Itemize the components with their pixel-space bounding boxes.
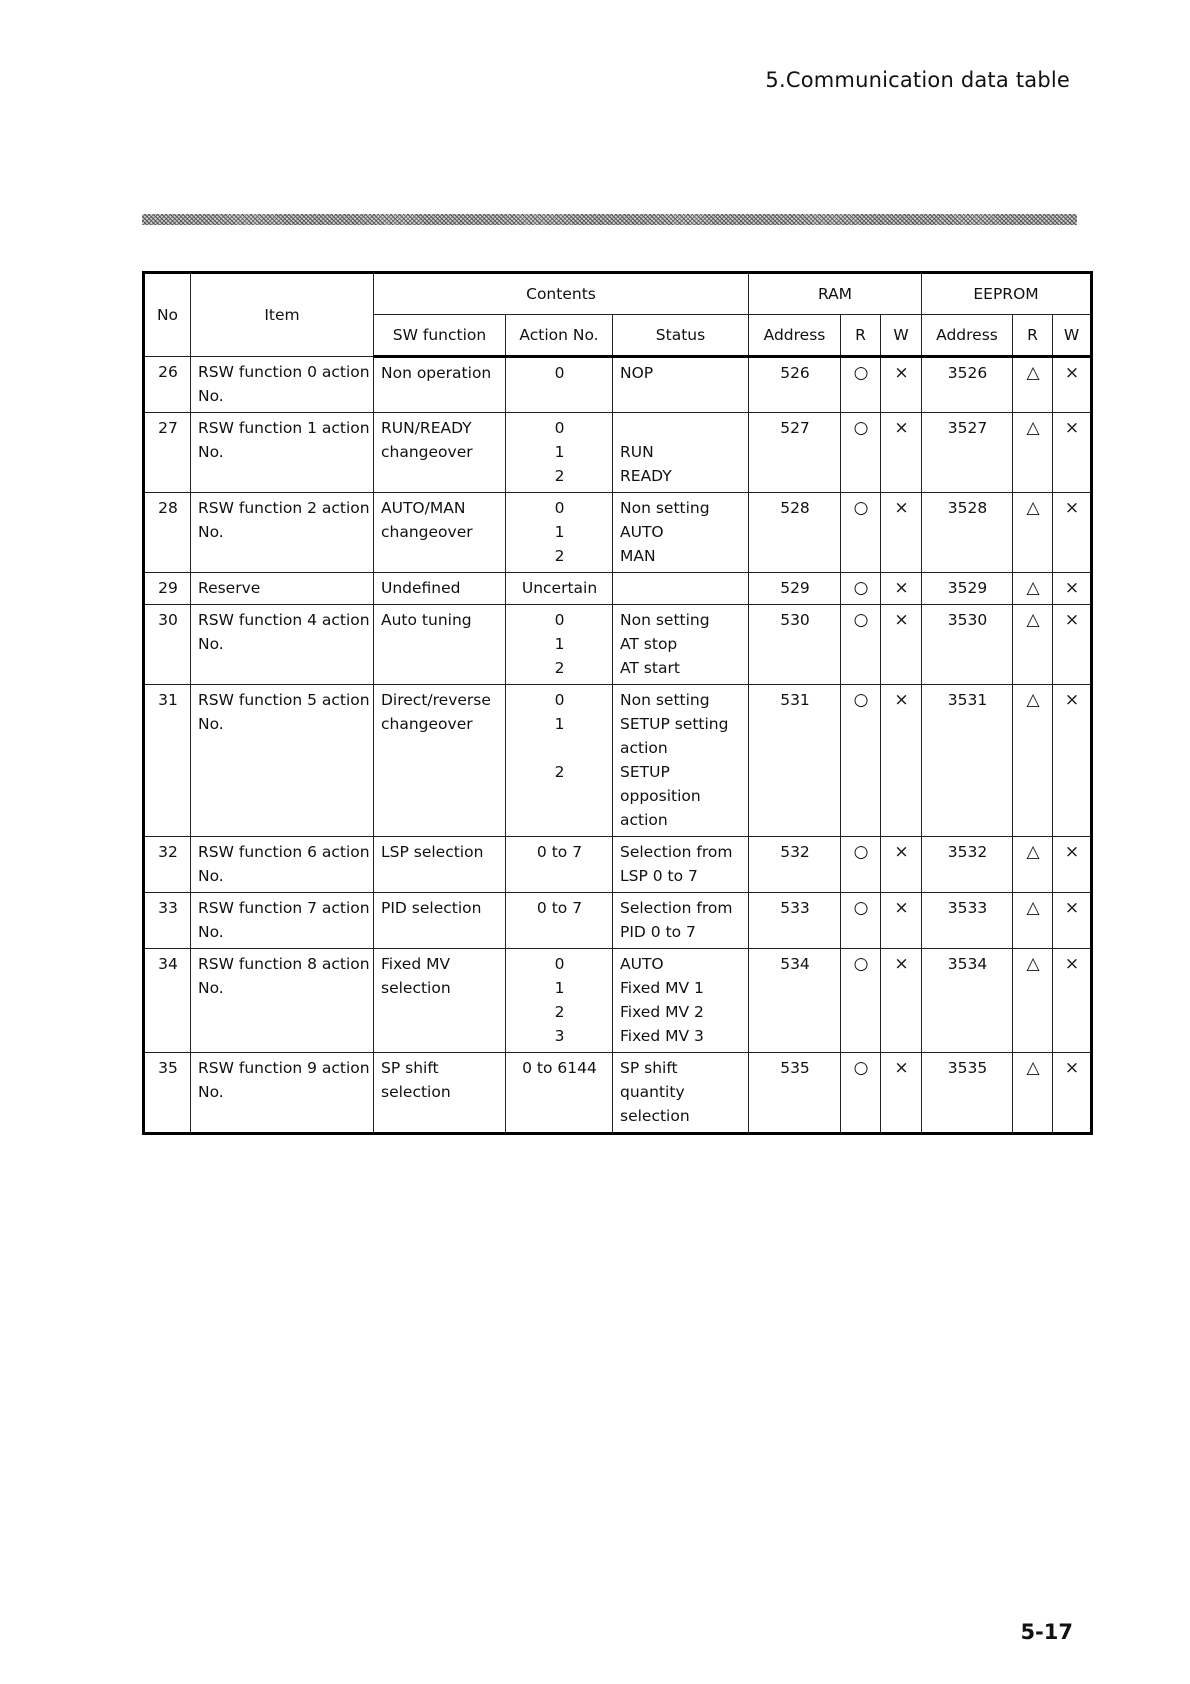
cell-no — [144, 949, 191, 1053]
cell-action-no-line: 0 to 6144 — [522, 1059, 597, 1077]
cell-status-line: NOP — [620, 364, 654, 382]
cell-ram-r — [841, 893, 881, 949]
cell-no-value: 26 — [158, 363, 178, 381]
cell-eeprom-w — [1053, 605, 1092, 685]
cell-item-line: RSW function 5 action — [198, 691, 370, 709]
cell-sw-function — [374, 413, 506, 493]
cell-item-line: RSW function 0 action — [198, 363, 370, 381]
cell-status-line: Fixed MV 3 — [620, 1027, 704, 1045]
cell-eeprom-r — [1013, 357, 1053, 413]
cell-action-no — [506, 949, 613, 1053]
header-eeprom-r: R — [1013, 315, 1053, 357]
cell-no-value: 31 — [158, 691, 178, 709]
cell-status-line: Selection from — [620, 843, 733, 861]
cell-ram-address-value: 532 — [780, 843, 810, 861]
cross-icon: × — [1064, 578, 1080, 598]
cell-ram-w — [881, 357, 922, 413]
cell-action-no — [506, 357, 613, 413]
cell-eeprom-r — [1013, 1053, 1053, 1134]
cell-eeprom-address — [922, 685, 1013, 837]
triangle-icon: △ — [1026, 610, 1040, 630]
cross-icon: × — [894, 954, 909, 974]
cell-item-line: RSW function 6 action — [198, 843, 370, 861]
cell-eeprom-address-value: 3527 — [947, 419, 988, 437]
cross-icon: × — [1064, 363, 1080, 383]
cell-status-line: RUN — [620, 443, 654, 461]
cell-action-no — [506, 1053, 613, 1134]
cell-status-line: Fixed MV 2 — [620, 1003, 704, 1021]
cell-status-line: AT stop — [620, 635, 678, 653]
cell-eeprom-address — [922, 605, 1013, 685]
cell-ram-w — [881, 949, 922, 1053]
header-eeprom-w: W — [1053, 315, 1092, 357]
cell-item-line: RSW function 7 action — [198, 899, 370, 917]
cell-status-line: opposition — [620, 787, 701, 805]
triangle-icon: △ — [1026, 954, 1040, 974]
cell-status — [613, 1053, 749, 1134]
triangle-icon: △ — [1026, 842, 1040, 862]
cell-no — [144, 685, 191, 837]
cell-action-no — [506, 573, 613, 605]
cell-ram-address — [749, 605, 841, 685]
cross-icon: × — [894, 578, 909, 598]
cell-status-line: Non setting — [620, 691, 710, 709]
cell-status — [613, 573, 749, 605]
cell-status — [613, 605, 749, 685]
cell-sw-function-line: changeover — [381, 715, 473, 733]
cross-icon: × — [894, 498, 909, 518]
cell-eeprom-r — [1013, 573, 1053, 605]
cell-action-no — [506, 413, 613, 493]
cell-ram-address-value: 531 — [780, 691, 810, 709]
triangle-icon: △ — [1026, 578, 1040, 598]
cell-eeprom-address — [922, 893, 1013, 949]
header-eeprom-address: Address — [922, 315, 1013, 357]
cross-icon: × — [1064, 842, 1080, 862]
header-ram-w: W — [881, 315, 922, 357]
circle-icon: ○ — [853, 610, 869, 630]
cell-status-line: Fixed MV 1 — [620, 979, 704, 997]
cell-item — [191, 685, 374, 837]
cell-item-line: RSW function 2 action — [198, 499, 370, 517]
cell-ram-r — [841, 685, 881, 837]
cell-sw-function-line: changeover — [381, 443, 473, 461]
cell-sw-function-line: Undefined — [381, 579, 461, 597]
cell-item — [191, 949, 374, 1053]
cell-item-line: RSW function 1 action — [198, 419, 370, 437]
cell-status-line: SP shift — [620, 1059, 678, 1077]
cell-eeprom-address-value: 3534 — [947, 955, 988, 973]
triangle-icon: △ — [1026, 898, 1040, 918]
header-sw-function: SW function — [374, 315, 506, 357]
cell-action-no — [506, 685, 613, 837]
cell-no — [144, 493, 191, 573]
cell-status-line: READY — [620, 467, 672, 485]
hatched-divider — [142, 214, 1077, 225]
cell-ram-r — [841, 1053, 881, 1134]
cell-action-no-line — [513, 784, 606, 808]
cell-eeprom-r — [1013, 949, 1053, 1053]
cell-ram-r — [841, 605, 881, 685]
cell-ram-address — [749, 413, 841, 493]
cell-ram-w — [881, 413, 922, 493]
cell-ram-w — [881, 493, 922, 573]
cross-icon: × — [894, 418, 909, 438]
cell-sw-function — [374, 893, 506, 949]
triangle-icon: △ — [1026, 1058, 1040, 1078]
cell-item-line: No. — [198, 923, 224, 941]
cell-action-no-line: 1 — [554, 715, 565, 733]
cell-action-no-line: 2 — [554, 763, 565, 781]
cell-eeprom-address-value: 3526 — [947, 364, 988, 382]
cell-item — [191, 357, 374, 413]
cell-sw-function-line: Auto tuning — [381, 611, 472, 629]
cell-action-no-line: 0 — [554, 611, 565, 629]
table-row — [144, 837, 1092, 893]
cell-action-no-line: Uncertain — [521, 579, 598, 597]
cell-status — [613, 357, 749, 413]
cell-no — [144, 357, 191, 413]
cross-icon: × — [894, 610, 909, 630]
cell-eeprom-r — [1013, 685, 1053, 837]
cell-eeprom-r — [1013, 493, 1053, 573]
table-row — [144, 357, 1092, 413]
header-status: Status — [613, 315, 749, 357]
cell-sw-function — [374, 949, 506, 1053]
cell-ram-address — [749, 1053, 841, 1134]
cross-icon: × — [1064, 610, 1080, 630]
circle-icon: ○ — [853, 898, 869, 918]
table-row — [144, 573, 1092, 605]
cell-eeprom-w — [1053, 413, 1092, 493]
cell-sw-function-line: SP shift — [381, 1059, 439, 1077]
cell-item — [191, 837, 374, 893]
table-row — [144, 685, 1092, 837]
section-title: 5.Communication data table — [765, 68, 1070, 92]
cell-ram-address-value: 526 — [780, 364, 810, 382]
cell-eeprom-address — [922, 493, 1013, 573]
cell-sw-function-line: LSP selection — [381, 843, 484, 861]
cell-eeprom-w — [1053, 685, 1092, 837]
cell-no-value: 29 — [158, 579, 178, 597]
cell-status-line: action — [620, 739, 668, 757]
page-number: 5-17 — [1020, 1620, 1073, 1644]
cell-ram-address-value: 534 — [780, 955, 810, 973]
cell-no — [144, 573, 191, 605]
cell-eeprom-address — [922, 949, 1013, 1053]
cell-status — [613, 949, 749, 1053]
table-row — [144, 949, 1092, 1053]
cell-action-no-line: 0 — [554, 691, 565, 709]
triangle-icon: △ — [1026, 498, 1040, 518]
cross-icon: × — [1064, 418, 1080, 438]
cell-eeprom-w — [1053, 1053, 1092, 1134]
cell-item-line: No. — [198, 867, 224, 885]
cell-eeprom-address-value: 3531 — [947, 691, 988, 709]
cell-item-line: RSW function 8 action — [198, 955, 370, 973]
cell-eeprom-address-value: 3529 — [947, 579, 988, 597]
cell-sw-function — [374, 837, 506, 893]
triangle-icon: △ — [1026, 690, 1040, 710]
cell-no-value: 34 — [158, 955, 178, 973]
cell-ram-address-value: 530 — [780, 611, 810, 629]
table-row — [144, 893, 1092, 949]
table-row — [144, 1053, 1092, 1134]
cell-action-no-line: 2 — [554, 547, 565, 565]
cell-ram-address — [749, 949, 841, 1053]
cell-status-line: MAN — [620, 547, 656, 565]
cell-item-line: No. — [198, 387, 224, 405]
cell-eeprom-address-value: 3535 — [947, 1059, 988, 1077]
header-no: No — [144, 273, 191, 357]
cell-status-line: PID 0 to 7 — [620, 923, 696, 941]
header-action-no: Action No. — [506, 315, 613, 357]
cell-sw-function — [374, 573, 506, 605]
cell-status-line — [620, 576, 742, 600]
cell-action-no — [506, 837, 613, 893]
cell-item — [191, 493, 374, 573]
cell-ram-w — [881, 605, 922, 685]
cell-no — [144, 893, 191, 949]
cell-sw-function-line: RUN/READY — [381, 419, 472, 437]
header-item: Item — [191, 273, 374, 357]
cross-icon: × — [894, 842, 909, 862]
cell-no — [144, 1053, 191, 1134]
cell-item — [191, 893, 374, 949]
circle-icon: ○ — [853, 1058, 869, 1078]
header-ram-address: Address — [749, 315, 841, 357]
cell-action-no-line: 0 — [554, 364, 565, 382]
cell-action-no-line: 0 — [554, 955, 565, 973]
table-row — [144, 493, 1092, 573]
cell-eeprom-address-value: 3528 — [947, 499, 988, 517]
cell-eeprom-r — [1013, 605, 1053, 685]
cross-icon: × — [894, 1058, 909, 1078]
cross-icon: × — [1064, 1058, 1080, 1078]
cell-status-line: AUTO — [620, 523, 664, 541]
cell-eeprom-w — [1053, 493, 1092, 573]
cell-item-line: Reserve — [198, 579, 261, 597]
cross-icon: × — [894, 690, 909, 710]
header-row-top — [144, 273, 1092, 315]
cell-status-line — [620, 416, 742, 440]
cell-eeprom-address — [922, 413, 1013, 493]
cell-sw-function-line: Non operation — [381, 364, 492, 382]
cell-action-no-line: 1 — [554, 443, 565, 461]
circle-icon: ○ — [853, 363, 869, 383]
header-ram: RAM — [749, 273, 922, 315]
cross-icon: × — [1064, 498, 1080, 518]
cell-ram-address-value: 535 — [780, 1059, 810, 1077]
triangle-icon: △ — [1026, 363, 1040, 383]
cell-status — [613, 413, 749, 493]
cell-no-value: 33 — [158, 899, 178, 917]
triangle-icon: △ — [1026, 418, 1040, 438]
cross-icon: × — [1064, 954, 1080, 974]
cell-ram-w — [881, 893, 922, 949]
cell-sw-function-line: AUTO/MAN — [381, 499, 466, 517]
cell-status-line: AUTO — [620, 955, 664, 973]
cell-sw-function — [374, 1053, 506, 1134]
cell-status-line: AT start — [620, 659, 680, 677]
cell-sw-function-line: PID selection — [381, 899, 482, 917]
cell-action-no — [506, 493, 613, 573]
cell-no-value: 30 — [158, 611, 178, 629]
cell-eeprom-r — [1013, 837, 1053, 893]
cell-ram-w — [881, 573, 922, 605]
circle-icon: ○ — [853, 578, 869, 598]
cell-no-value: 32 — [158, 843, 178, 861]
cell-action-no-line: 1 — [554, 979, 565, 997]
cell-sw-function — [374, 357, 506, 413]
cell-no-value: 28 — [158, 499, 178, 517]
cell-sw-function — [374, 605, 506, 685]
cell-sw-function-line: selection — [381, 1083, 451, 1101]
cell-no-value: 27 — [158, 419, 178, 437]
cell-no-value: 35 — [158, 1059, 178, 1077]
cell-item-line: No. — [198, 715, 224, 733]
cell-item — [191, 1053, 374, 1134]
cell-action-no-line: 1 — [554, 635, 565, 653]
cell-status — [613, 893, 749, 949]
cell-item-line: RSW function 9 action — [198, 1059, 370, 1077]
cell-status-line: quantity — [620, 1083, 685, 1101]
cell-status-line: LSP 0 to 7 — [620, 867, 698, 885]
circle-icon: ○ — [853, 418, 869, 438]
cell-action-no-line: 2 — [554, 659, 565, 677]
cell-sw-function-line: Fixed MV — [381, 955, 451, 973]
cell-ram-w — [881, 685, 922, 837]
cell-ram-r — [841, 837, 881, 893]
cell-status-line: SETUP — [620, 763, 670, 781]
cell-status — [613, 837, 749, 893]
cell-ram-address-value: 527 — [780, 419, 810, 437]
cell-action-no-line — [513, 736, 606, 760]
circle-icon: ○ — [853, 690, 869, 710]
cell-ram-address-value: 528 — [780, 499, 810, 517]
cell-ram-w — [881, 1053, 922, 1134]
cell-eeprom-address-value: 3533 — [947, 899, 988, 917]
cross-icon: × — [1064, 690, 1080, 710]
cell-action-no-line: 0 — [554, 419, 565, 437]
cell-eeprom-address — [922, 1053, 1013, 1134]
cell-sw-function — [374, 685, 506, 837]
cell-status-line: Non setting — [620, 499, 710, 517]
cell-eeprom-address-value: 3530 — [947, 611, 988, 629]
cell-sw-function-line: changeover — [381, 523, 473, 541]
cell-eeprom-w — [1053, 573, 1092, 605]
cell-ram-r — [841, 493, 881, 573]
cell-status — [613, 493, 749, 573]
cell-action-no-line — [513, 808, 606, 832]
cell-action-no — [506, 893, 613, 949]
cell-action-no-line: 0 to 7 — [536, 843, 583, 861]
cell-ram-r — [841, 357, 881, 413]
cell-eeprom-w — [1053, 837, 1092, 893]
circle-icon: ○ — [853, 954, 869, 974]
header-contents: Contents — [374, 273, 749, 315]
cell-status-line: action — [620, 811, 668, 829]
cell-item — [191, 573, 374, 605]
cell-status-line: SETUP setting — [620, 715, 729, 733]
cell-status — [613, 685, 749, 837]
cell-ram-address — [749, 837, 841, 893]
cell-item-line: No. — [198, 979, 224, 997]
cell-item — [191, 605, 374, 685]
cell-sw-function — [374, 493, 506, 573]
table-row — [144, 413, 1092, 493]
cell-item — [191, 413, 374, 493]
cell-eeprom-address — [922, 837, 1013, 893]
cross-icon: × — [1064, 898, 1080, 918]
table-body — [144, 357, 1092, 1134]
cell-ram-r — [841, 573, 881, 605]
cell-action-no — [506, 605, 613, 685]
cell-eeprom-address — [922, 357, 1013, 413]
cell-action-no-line: 2 — [554, 467, 565, 485]
cell-ram-address — [749, 893, 841, 949]
cell-no — [144, 413, 191, 493]
circle-icon: ○ — [853, 842, 869, 862]
cell-ram-address — [749, 357, 841, 413]
cell-no — [144, 837, 191, 893]
cell-sw-function-line: selection — [381, 979, 451, 997]
cross-icon: × — [894, 363, 909, 383]
cell-status-line: selection — [620, 1107, 690, 1125]
cell-eeprom-address — [922, 573, 1013, 605]
cell-item-line: No. — [198, 523, 224, 541]
circle-icon: ○ — [853, 498, 869, 518]
header-ram-r: R — [841, 315, 881, 357]
cell-ram-address — [749, 493, 841, 573]
cell-action-no-line: 3 — [554, 1027, 565, 1045]
table-row — [144, 605, 1092, 685]
cell-eeprom-w — [1053, 949, 1092, 1053]
cell-item-line: RSW function 4 action — [198, 611, 370, 629]
cell-eeprom-address-value: 3532 — [947, 843, 988, 861]
cell-action-no-line: 0 to 7 — [536, 899, 583, 917]
cell-action-no-line: 0 — [554, 499, 565, 517]
cell-status-line: Selection from — [620, 899, 733, 917]
cell-ram-w — [881, 837, 922, 893]
cell-ram-address-value: 533 — [780, 899, 810, 917]
cell-item-line: No. — [198, 635, 224, 653]
cell-action-no-line: 1 — [554, 523, 565, 541]
cell-ram-r — [841, 413, 881, 493]
cell-eeprom-r — [1013, 413, 1053, 493]
cell-ram-address — [749, 685, 841, 837]
cell-sw-function-line: Direct/reverse — [381, 691, 491, 709]
cell-eeprom-r — [1013, 893, 1053, 949]
cell-eeprom-w — [1053, 893, 1092, 949]
cell-item-line: No. — [198, 1083, 224, 1101]
cell-ram-address-value: 529 — [780, 579, 810, 597]
cell-ram-address — [749, 573, 841, 605]
cell-eeprom-w — [1053, 357, 1092, 413]
cell-action-no-line: 2 — [554, 1003, 565, 1021]
cell-no — [144, 605, 191, 685]
header-eeprom: EEPROM — [922, 273, 1092, 315]
cell-item-line: No. — [198, 443, 224, 461]
communication-data-table — [142, 271, 1093, 1135]
cross-icon: × — [894, 898, 909, 918]
cell-ram-r — [841, 949, 881, 1053]
cell-status-line: Non setting — [620, 611, 710, 629]
